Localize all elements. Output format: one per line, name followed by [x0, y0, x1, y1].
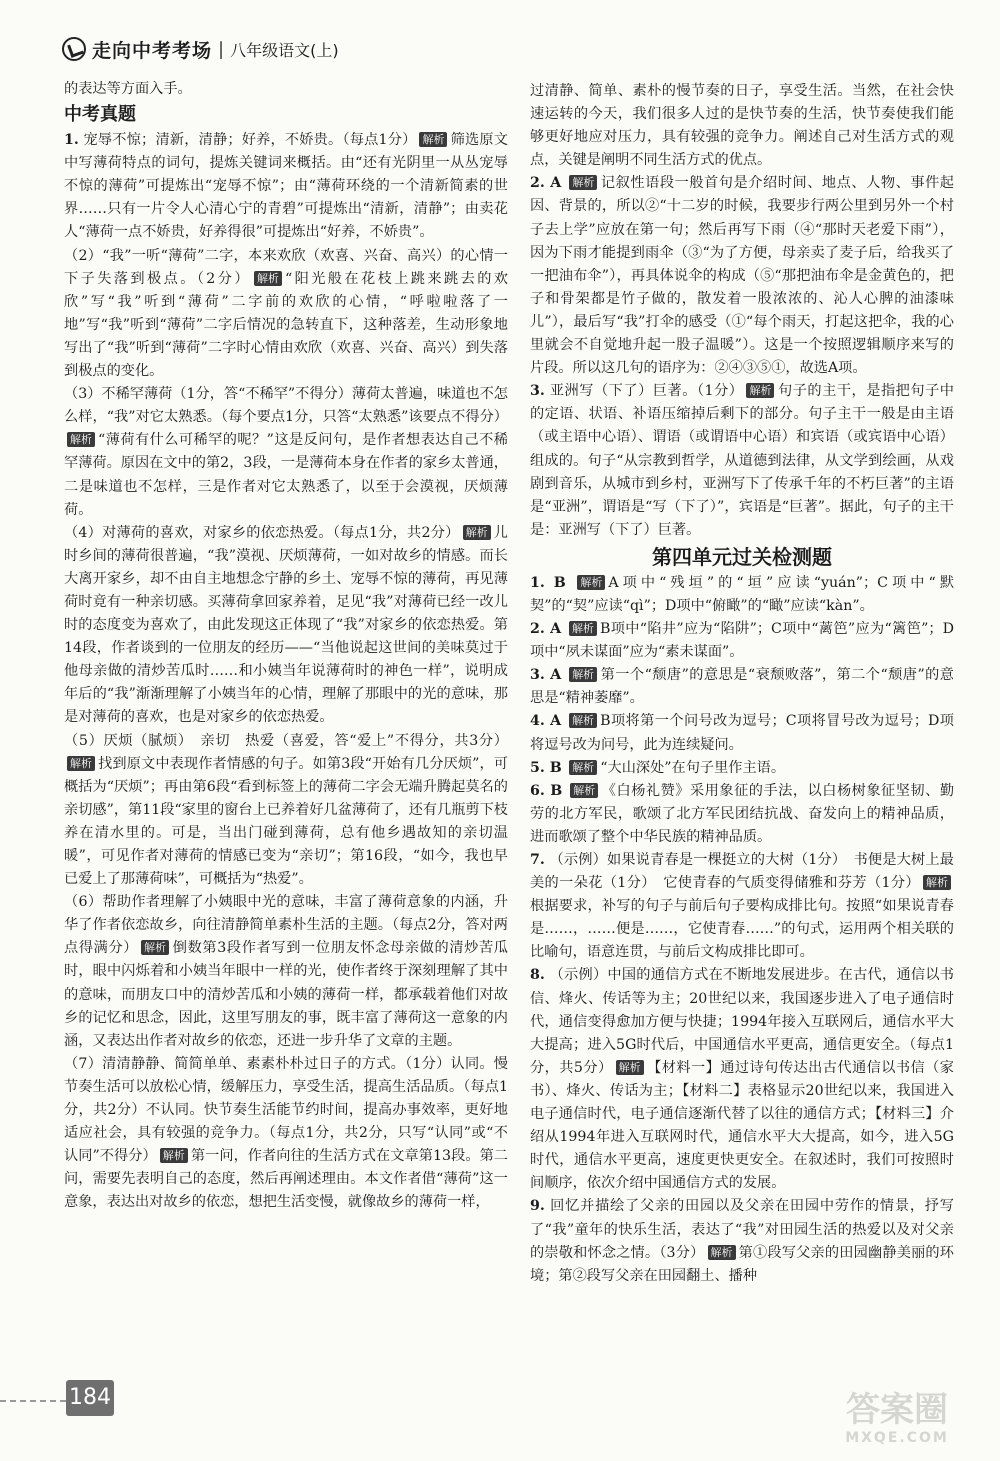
analysis-tag: 解析 — [708, 1245, 736, 1260]
analysis-text: 倒数第3段作者写到一位朋友怀念母亲做的清炒苦瓜时，眼中闪烁着和小姨当年眼中一样的光，使作者终于深刻理解了其中的意味，而朋友口中的清炒苦瓜和小姨的薄荷一样，都承载着他们对故乡的记忆和思念，因此，这里写朋友的事，既丰富了薄荷这一意象的内涵，又表达出作者对故乡的依恋，还进一步升华了文章的主题。 — [64, 940, 508, 1049]
question-number: 3. — [530, 383, 545, 400]
answer-text: 亚洲写（下了）巨著。（1分） — [549, 383, 744, 400]
answer-text: （7）清清静静、简简单单、素素朴朴过日子的方式。（1分）认同。慢节奏生活可以放松心情，缓解压力，享受生活，提高生活品质。（每点1分，共2分）不认同。快节奏生活能节约时间，提高办事效率，更好地适应社会，具有较强的竞争力。（每点1分，共2分，只写“认同”或“不认同”不得分） — [64, 1055, 508, 1165]
answer-paragraph — [64, 1053, 508, 1215]
analysis-text: 找到原文中表现作者情感的句子。如第3段“开始有几分厌烦”，可概括为“厌烦”；再由第6段“看到标签上的薄荷二字会无端升腾起莫名的亲切感”，第11段“家里的窗台上已养着好几盆薄荷了，还有几瓶剪下枝养在清水里的。可是，当出门碰到薄荷，总有他乡遇故知的亲切温暖”，可见作者对薄荷的情感已变为“亲切”；第16段，“如今，我也早已爱上了那薄荷味”，可概括为“热爱”。 — [64, 755, 508, 888]
analysis-text: “大山深处”在句子里作主语。 — [600, 759, 786, 776]
answer-paragraph — [530, 710, 954, 756]
analysis-tag: 解析 — [254, 271, 282, 286]
analysis-tag: 解析 — [569, 760, 597, 775]
question-number: 7. — [530, 852, 545, 868]
publisher-logo-icon — [62, 37, 86, 61]
answer-text: （5）厌烦（腻烦） 亲切 热爱（喜爱，答“爱上”不得分，共3分） — [64, 732, 508, 749]
analysis-text: B项中“陷井”应为“陷阱”；C项中“蓠笆”应为“篱笆”；D项中“夙未谋面”应为“素未谋面”。 — [530, 621, 954, 661]
analysis-tag: 解析 — [569, 713, 597, 728]
question-number: 5. B — [530, 759, 562, 776]
analysis-text: 记叙性语段一般首句是介绍时间、地点、人物、事件起因、背景的，所以②“十二岁的时候，我要步行两公里到另外一个村子去上学”应放在第一句；然后再写下雨（④“那时天老爱下雨”），因为下雨才能提到雨伞（③“为了方便，母亲卖了麦子后，给我买了一把油布伞”），再具体说伞的构成（⑤“那把油布伞是金黄色的，把子和骨架都是竹子做的，散发着一股浓浓的、沁人心脾的油漆味儿”），最后写“我”打伞的感受（①“每个雨天，打起这把伞，我的心里就会不自觉地升起一股子温暖”）。这是一个按照逻辑顺序来写的片段。所以这几句的语序为：②④③⑤①，故选A项。 — [530, 175, 954, 377]
analysis-text: B项将第一个问号改为逗号；C项将冒号改为逗号；D项将逗号改为问号，此为连续疑问。 — [530, 713, 954, 753]
analysis-text: A项中“残垣”的“垣”应读“yuán”；C项中“默契”的“契”应读“qì”；D项中“俯瞰”的“瞰”应读“kàn”。 — [530, 574, 955, 614]
question-number: 4. A — [530, 713, 562, 730]
answer-paragraph — [64, 730, 508, 892]
answer-text: （3）不稀罕薄荷（1分，答“不稀罕”不得分）薄荷太普遍，味道也不怎么样，“我”对它太熟悉。（每个要点1分，只答“太熟悉”该要点不得分） — [64, 386, 508, 426]
analysis-tag: 解析 — [569, 175, 597, 190]
section-heading: 中考真题 — [64, 104, 136, 126]
answer-text: （示例）中国的通信方式在不断地发展进步。在古代，通信以书信、烽火、传话等为主；20世纪以来，我国逐步进入了电子通信时代，通信变得愈加方便与快捷；1994年接入互联网后，通信水平大大提高；进入5G时代后，中国通信水平更高，通信更安全。（每点1分，共5分） — [530, 967, 954, 1076]
question-number: 3. A — [530, 667, 562, 684]
analysis-text: 第一个“颓唐”的意思是“衰颓败落”，第二个“颓唐”的意思是“精神萎靡”。 — [530, 667, 954, 707]
page-number: 184 — [66, 1380, 114, 1416]
answer-paragraph — [530, 757, 954, 780]
answer-paragraph — [530, 618, 954, 664]
left-column — [64, 78, 508, 1215]
question-number: 2. A — [530, 175, 562, 192]
analysis-text: 第①段写父亲的田园幽静美丽的环境；第②段写父亲在田园翻土、播种 — [530, 1244, 954, 1284]
running-header — [62, 36, 339, 62]
answer-paragraph — [530, 664, 954, 710]
answer-text: （2）“我”一听“薄荷”二字，本来欢欣（欢喜、兴奋、高兴）的心情一下子失落到极点。（2分） — [64, 247, 508, 287]
answer-paragraph — [530, 849, 954, 964]
analysis-text: 句子的主干，是指把句子中的定语、状语、补语压缩掉后剩下的部分。句子主干一般是由主语（或主语中心语）、谓语（或谓语中心语）和宾语（或宾语中心语）组成的。句子“从宗教到哲学，从道德到法律，从文学到绘画，从戏剧到音乐，从城市到乡村，亚洲写下了传承千年的不朽巨著”的主语是“亚洲”，谓语是“写（下了）”，宾语是“巨著”。据此，句子的主干是：亚洲写（下了）巨著。 — [530, 383, 954, 538]
analysis-tag: 解析 — [570, 783, 598, 798]
answer-paragraph — [64, 891, 508, 1053]
question-number: 9. — [530, 1198, 545, 1215]
analysis-text: “薄荷有什么可稀罕的呢？”这是反问句，是作者想表达自己不稀罕薄荷。原因在文中的第2，3段，一是薄荷本身在作者的家乡太普通，二是味道也不怎样，三是作者对它太熟悉了，以至于会漠视，厌烦薄荷。 — [64, 432, 508, 518]
analysis-tag: 解析 — [67, 756, 95, 771]
answer-paragraph — [64, 78, 508, 101]
section-heading: 第四单元过关检测题 — [652, 544, 832, 569]
question-number: 1. B — [530, 574, 566, 591]
analysis-tag: 解析 — [746, 383, 774, 398]
analysis-tag: 解析 — [923, 875, 951, 890]
question-number: 6. B — [530, 782, 563, 799]
book-subtitle: 八年级语文(上) — [230, 40, 339, 60]
answer-text: （4）对薄荷的喜欢，对家乡的依恋热爱。（每点1分，共2分） — [64, 524, 460, 541]
analysis-tag: 解析 — [577, 575, 605, 590]
question-number: 1. — [64, 132, 79, 149]
question-number: 2. A — [530, 621, 562, 638]
analysis-text: 《白杨礼赞》采用象征的手法，以白杨树象征坚韧、勤劳的北方军民，歌颂了北方军民团结抗战、奋发向上的精神品质，进而歌颂了整个中华民族的精神品质。 — [530, 782, 955, 845]
question-number: 8. — [530, 967, 545, 984]
answer-text: （6）帮助作者理解了小姨眼中光的意味，丰富了薄荷意象的内涵，升华了作者依恋故乡，向往清静简单素朴生活的主题。（每点2分，答对两点得满分） — [64, 894, 508, 957]
answer-paragraph — [530, 1195, 954, 1287]
analysis-text: 筛选原文中写薄荷特点的词句，提炼关键词来概括。由“还有光阴里一从丛宠辱不惊的薄荷”可提炼出“宠辱不惊”；由“薄荷环绕的一个清新简素的世界……只有一片令人心清心宁的青碧”可提炼出“清新，清静”；由卖花人“薄荷一点不娇贵，好养得很”可提炼出“好养，不娇贵”。 — [64, 132, 508, 241]
answer-paragraph — [530, 572, 954, 618]
answer-paragraph — [530, 780, 954, 849]
answer-paragraph — [530, 172, 954, 380]
answer-paragraph — [64, 383, 508, 522]
analysis-tag: 解析 — [67, 432, 95, 447]
answer-paragraph — [530, 80, 954, 172]
answer-paragraph — [64, 129, 508, 244]
answer-paragraph — [64, 245, 508, 384]
series-title: 走向中考考场 — [92, 39, 213, 62]
analysis-text: 【材料一】通过诗句传达出古代通信以书信（家书）、烽火、传话为主；【材料二】表格显示20世纪以来，我国进入电子通信时代，电子通信逐渐代替了以往的通信方式；【材料三】介绍从1994年进入互联网时代，通信水平大大提高，如今，进入5G时代，通信水平更高，速度更快更安全。在叙述时，我们可按照时间顺序，依次介绍中国通信方式的发展。 — [530, 1059, 954, 1192]
paragraph-text: 的表达等方面入手。 — [64, 81, 192, 97]
analysis-tag: 解析 — [616, 1060, 644, 1075]
answer-text: （示例）如果说青春是一棵挺立的大树（1分） 书便是大树上最美的一朵花（1分） 它使青春的气质变得储雅和芬芳（1分） — [530, 852, 954, 892]
analysis-tag: 解析 — [160, 1148, 188, 1163]
answer-paragraph — [64, 522, 508, 730]
footer-rule — [0, 1400, 66, 1402]
analysis-text: 儿时乡间的薄荷很普遍，“我”漠视、厌烦薄荷，一如对故乡的情感。而长大离开家乡，却不由自主地想念宁静的乡土、宠辱不惊的薄荷，再见薄荷时竟有一种亲切感。买薄荷拿回家养着，足见“我”对薄荷已经一改儿时的态度变为喜欢了，由此发现这正体现了“我”对家乡的依恋热爱。第14段，作者谈到的一位朋友的经历——“当他说起这世间的美味莫过于他母亲做的清炒苦瓜时……和小姨当年说薄荷时的神色一样”，说明成年后的“我”渐渐理解了小姨当年的心情，理解了那眼中的光的意味，那是对薄荷的喜欢，也是对家乡的依恋热爱。 — [64, 524, 508, 726]
answer-paragraph — [530, 380, 954, 542]
watermark-domain: MXQE.COM — [845, 1430, 949, 1446]
analysis-text: 根据要求，补写的句子与前后句子要构成排比句。按照“如果说青春是……，……便是……，它使青春……”的句式，运用两个相关联的比喻句，语意连贯，与前后文构成排比即可。 — [530, 898, 954, 961]
analysis-tag: 解析 — [569, 667, 597, 682]
analysis-text: “阳光般在花枝上跳来跳去的欢欣”写“我”听到“薄荷”二字前的欢欣的心情，“呼啦啦落了一地”写“我”听到“薄荷”二字后情况的急转直下，这种落差，生动形象地写出了“我”听到“薄荷”二字时心情由欢欣（欢喜、兴奋、高兴）到失落到极点的变化。 — [64, 270, 508, 380]
analysis-tag: 解析 — [463, 525, 491, 540]
analysis-tag: 解析 — [141, 940, 169, 955]
answer-paragraph — [530, 964, 954, 1195]
answer-text: 宠辱不惊；清新，清静；好养，不娇贵。（每点1分） — [83, 132, 417, 149]
analysis-tag: 解析 — [569, 621, 597, 636]
analysis-text: 第一问，作者向往的生活方式在文章第13段。第二问，需要先表明自己的态度，然后再阐述理由。本文作者借“薄荷”这一意象，表达出对故乡的依恋，想把生活变慢，就像故乡的薄荷一样， — [64, 1148, 508, 1211]
header-divider: | — [218, 38, 225, 60]
watermark-text: 答案圈 — [846, 1390, 948, 1430]
right-column — [530, 80, 954, 1288]
analysis-tag: 解析 — [419, 132, 447, 147]
watermark-logo — [812, 1390, 982, 1450]
answer-text: 回忆并描绘了父亲的田园以及父亲在田园中劳作的情景，抒写了“我”童年的快乐生活，表达了“我”对田园生活的热爱以及对父亲的崇敬和怀念之情。（3分） — [530, 1198, 954, 1261]
paragraph-text: 过清静、简单、素朴的慢节奏的日子，享受生活。当然，在社会快速运转的今天，我们很多人过的是快节奏的生活，快节奏使我们能够更好地应对压力，具有较强的竞争力。阐述自己对生活方式的观点，关键是阐明不同生活方式的优点。 — [530, 83, 954, 169]
